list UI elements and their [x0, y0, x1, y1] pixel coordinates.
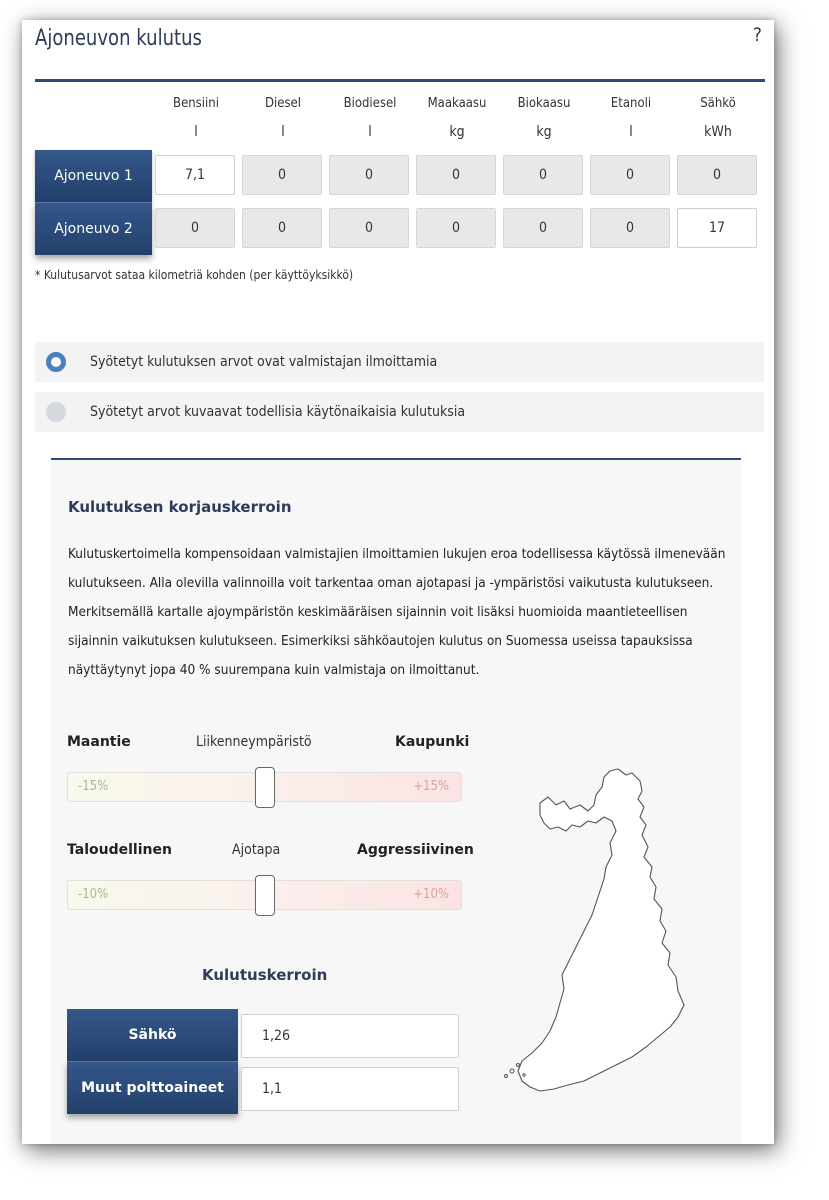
fuel-header-sahko: Sähkö — [700, 96, 736, 111]
consumption-footnote: * Kulutusarvot sataa kilometriä kohden (per käyttöyksikkö) — [35, 268, 354, 282]
fuel-unit: kg — [536, 124, 552, 140]
vehicle-1-sahko-input[interactable]: 0 — [677, 155, 757, 195]
fuel-header-biokaasu: Biokaasu — [517, 96, 571, 111]
fuel-header-etanoli: Etanoli — [610, 96, 652, 111]
vehicle-1-maakaasu-input[interactable]: 0 — [416, 155, 496, 195]
fuel-unit: kWh — [704, 124, 732, 140]
driving-slider-min: -10% — [78, 887, 109, 902]
driving-slider-left-label: Taloudellinen — [67, 842, 172, 858]
vehicle-1-etanoli-input[interactable]: 0 — [590, 155, 670, 195]
fuel-unit: l — [194, 124, 198, 140]
fuel-header-maakaasu: Maakaasu — [427, 96, 487, 111]
fuel-unit: l — [281, 124, 285, 140]
vehicle-2-etanoli-input[interactable]: 0 — [590, 208, 670, 248]
driving-slider-right-label: Aggressiivinen — [357, 842, 474, 858]
factor-title: Kulutuskerroin — [202, 966, 328, 984]
fuel-header-diesel: Diesel — [265, 96, 301, 111]
driving-slider-track[interactable] — [67, 880, 462, 910]
radio-selected-icon[interactable] — [46, 352, 66, 372]
radio-option-manufacturer[interactable] — [35, 342, 764, 382]
correction-title: Kulutuksen korjauskerroin — [68, 498, 292, 516]
finland-map[interactable] — [492, 765, 692, 1095]
radio-unselected-icon[interactable] — [46, 402, 66, 422]
radio-label: Syötetyt arvot kuvaavat todellisia käytönaikaisia kulutuksia — [90, 404, 466, 420]
vehicle-2-sahko-input[interactable]: 17 — [677, 208, 757, 248]
radio-option-actual[interactable] — [35, 392, 764, 432]
vehicle-1-bensiini-input[interactable]: 7,1 — [155, 155, 235, 195]
vehicle-2-label: Ajoneuvo 2 — [35, 203, 152, 255]
vehicle-1-biokaasu-input[interactable]: 0 — [503, 155, 583, 195]
traffic-slider-handle[interactable] — [255, 767, 275, 808]
driving-slider-handle[interactable] — [255, 875, 275, 916]
vehicle-consumption-panel — [22, 20, 774, 1144]
help-icon[interactable]: ? — [752, 24, 762, 46]
vehicle-1-biodiesel-input[interactable]: 0 — [329, 155, 409, 195]
factor-value-sahko: 1,26 — [241, 1014, 459, 1058]
traffic-slider-title: Liikenneympäristö — [196, 734, 312, 750]
vehicle-1-label: Ajoneuvo 1 — [35, 150, 152, 202]
fuel-unit: kg — [449, 124, 465, 140]
vehicle-2-maakaasu-input[interactable]: 0 — [416, 208, 496, 248]
fuel-header-bensiini: Bensiini — [173, 96, 219, 111]
fuel-unit: l — [629, 124, 633, 140]
traffic-slider-track[interactable] — [67, 772, 462, 802]
factor-value-other: 1,1 — [241, 1067, 459, 1111]
factor-label-other: Muut polttoaineet — [67, 1062, 238, 1114]
page-title: Ajoneuvon kulutus — [35, 26, 202, 51]
driving-slider-title: Ajotapa — [232, 842, 281, 858]
vehicle-2-biodiesel-input[interactable]: 0 — [329, 208, 409, 248]
traffic-slider-max: +15% — [413, 779, 449, 794]
vehicle-1-diesel-input[interactable]: 0 — [242, 155, 322, 195]
title-divider — [35, 79, 765, 82]
correction-description: Kulutuskertoimella kompensoidaan valmistajien ilmoittamien lukujen eroa todellisessa käytössä ilmenevään kulutukseen. Alla olevilla valinnoilla voit tarkentaa oman ajotapasi ja -ympäristösi vaikutusta kulutukseen. Merkitsemällä kartalle ajoympäristön keskimääräisen sijainnin voit lisäksi huomioida maantieteellisen sijainnin vaikutuksen kulutukseen. Esimerkiksi sähköautojen kulutus on Suomessa useissa tapauksissa näyttäytynyt jopa 40 % suurempana kuin valmistaja on ilmoittanut. — [68, 546, 726, 678]
finland-outline — [518, 769, 684, 1091]
fuel-header-biodiesel: Biodiesel — [343, 96, 397, 111]
radio-label: Syötetyt kulutuksen arvot ovat valmistajan ilmoittamia — [90, 354, 438, 370]
traffic-slider-min: -15% — [78, 779, 109, 794]
vehicle-2-biokaasu-input[interactable]: 0 — [503, 208, 583, 248]
vehicle-2-bensiini-input[interactable]: 0 — [155, 208, 235, 248]
fuel-unit: l — [368, 124, 372, 140]
driving-slider-max: +10% — [413, 887, 449, 902]
traffic-slider-right-label: Kaupunki — [395, 734, 470, 750]
vehicle-2-diesel-input[interactable]: 0 — [242, 208, 322, 248]
traffic-slider-left-label: Maantie — [67, 734, 131, 750]
factor-label-sahko: Sähkö — [67, 1009, 238, 1061]
